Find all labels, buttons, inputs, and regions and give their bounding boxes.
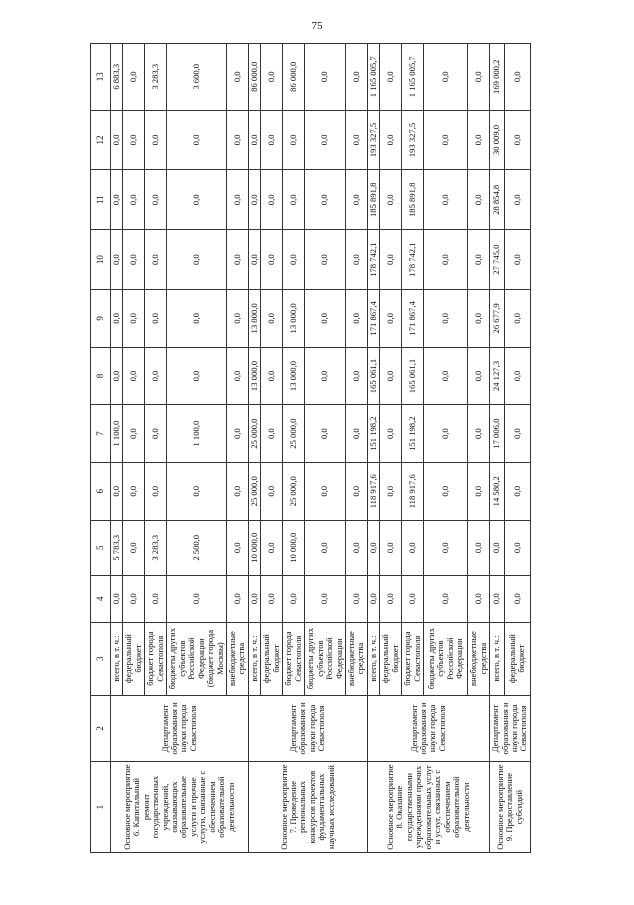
value-cell: 0,0 xyxy=(123,44,145,111)
column-number-row xyxy=(91,44,111,853)
value-cell: 0,0 xyxy=(111,575,123,622)
value-cell: 0,0 xyxy=(145,290,167,348)
value-cell: 193 327,5 xyxy=(402,110,424,170)
value-cell: 0,0 xyxy=(424,230,468,290)
value-cell: 0,0 xyxy=(111,462,123,520)
column-number-cell: 5 xyxy=(91,520,111,575)
value-cell: 0,0 xyxy=(305,170,346,230)
value-cell: 0,0 xyxy=(424,170,468,230)
value-cell: 193 327,5 xyxy=(367,110,379,170)
value-cell: 0,0 xyxy=(111,170,123,230)
column-number-cell: 3 xyxy=(91,622,111,695)
funding-source-cell: внебюджетные средства xyxy=(345,622,367,695)
value-cell: 27 745,0 xyxy=(490,230,505,290)
value-cell: 0,0 xyxy=(468,110,490,170)
value-cell: 0,0 xyxy=(305,405,346,463)
value-cell: 0,0 xyxy=(226,110,248,170)
value-cell: 0,0 xyxy=(283,575,305,622)
page-number: 75 xyxy=(311,20,323,32)
value-cell: 0,0 xyxy=(226,170,248,230)
table-row xyxy=(111,44,123,853)
value-cell: 0,0 xyxy=(345,520,367,575)
executor-cell: Департамент образования и науки города Севастополя xyxy=(248,695,367,761)
value-cell: 0,0 xyxy=(345,290,367,348)
value-cell: 0,0 xyxy=(123,230,145,290)
value-cell: 178 742,1 xyxy=(402,230,424,290)
value-cell: 0,0 xyxy=(261,575,283,622)
value-cell: 0,0 xyxy=(380,110,402,170)
value-cell: 0,0 xyxy=(283,230,305,290)
value-cell: 17 006,0 xyxy=(490,405,505,463)
value-cell: 0,0 xyxy=(380,170,402,230)
value-cell: 25 000,0 xyxy=(283,405,305,463)
funding-source-cell: федеральный бюджет xyxy=(123,622,145,695)
value-cell: 3 283,3 xyxy=(145,520,167,575)
value-cell: 0,0 xyxy=(380,230,402,290)
value-cell: 0,0 xyxy=(424,44,468,111)
value-cell: 0,0 xyxy=(167,110,227,170)
column-number-cell: 12 xyxy=(91,110,111,170)
table-row xyxy=(490,44,505,853)
value-cell: 0,0 xyxy=(402,575,424,622)
value-cell: 0,0 xyxy=(305,110,346,170)
value-cell: 0,0 xyxy=(145,405,167,463)
value-cell: 0,0 xyxy=(226,290,248,348)
value-cell: 0,0 xyxy=(226,520,248,575)
value-cell: 0,0 xyxy=(504,230,530,290)
value-cell: 0,0 xyxy=(380,575,402,622)
value-cell: 0,0 xyxy=(380,347,402,405)
value-cell: 0,0 xyxy=(504,520,530,575)
value-cell: 0,0 xyxy=(424,347,468,405)
value-cell: 0,0 xyxy=(504,347,530,405)
executor-cell: Департамент образования и науки города Севастополя xyxy=(367,695,489,761)
value-cell: 0,0 xyxy=(167,347,227,405)
value-cell: 0,0 xyxy=(123,520,145,575)
value-cell: 0,0 xyxy=(402,520,424,575)
value-cell: 185 891,8 xyxy=(367,170,379,230)
value-cell: 0,0 xyxy=(468,347,490,405)
value-cell: 0,0 xyxy=(123,405,145,463)
value-cell: 0,0 xyxy=(504,405,530,463)
value-cell: 1 100,0 xyxy=(111,405,123,463)
value-cell: 0,0 xyxy=(490,520,505,575)
value-cell: 0,0 xyxy=(111,290,123,348)
value-cell: 0,0 xyxy=(145,347,167,405)
value-cell: 13 000,0 xyxy=(283,290,305,348)
value-cell: 13 000,0 xyxy=(248,290,260,348)
value-cell: 0,0 xyxy=(490,575,505,622)
measure-name-cell: Основное мероприятие 9. Предоставление субсидий xyxy=(490,762,531,853)
value-cell: 0,0 xyxy=(424,520,468,575)
value-cell: 0,0 xyxy=(305,290,346,348)
value-cell: 0,0 xyxy=(167,575,227,622)
value-cell: 0,0 xyxy=(504,290,530,348)
value-cell: 0,0 xyxy=(123,110,145,170)
funding-source-cell: внебюджетные средства xyxy=(226,622,248,695)
value-cell: 30 009,0 xyxy=(490,110,505,170)
value-cell: 3 283,3 xyxy=(145,44,167,111)
value-cell: 0,0 xyxy=(504,575,530,622)
funding-table xyxy=(90,43,531,853)
column-number-cell: 13 xyxy=(91,44,111,111)
value-cell: 0,0 xyxy=(261,290,283,348)
value-cell: 0,0 xyxy=(468,405,490,463)
value-cell: 0,0 xyxy=(468,290,490,348)
value-cell: 0,0 xyxy=(380,44,402,111)
table-row xyxy=(248,44,260,853)
value-cell: 86 000,0 xyxy=(283,44,305,111)
value-cell: 0,0 xyxy=(261,110,283,170)
funding-source-cell: всего, в т. ч.: xyxy=(111,622,123,695)
value-cell: 0,0 xyxy=(123,575,145,622)
funding-source-cell: всего, в т. ч.: xyxy=(367,622,379,695)
value-cell: 0,0 xyxy=(380,520,402,575)
value-cell: 0,0 xyxy=(504,462,530,520)
column-number-cell: 9 xyxy=(91,290,111,348)
column-number-cell: 8 xyxy=(91,347,111,405)
value-cell: 86 000,0 xyxy=(248,44,260,111)
funding-source-cell: всего, в т. ч.: xyxy=(248,622,260,695)
value-cell: 0,0 xyxy=(468,230,490,290)
value-cell: 26 677,9 xyxy=(490,290,505,348)
funding-source-cell: бюджеты других субъектов Российской Федерации xyxy=(424,622,468,695)
value-cell: 0,0 xyxy=(123,170,145,230)
value-cell: 0,0 xyxy=(261,520,283,575)
executor-cell: Департамент образования и науки города Севастополя xyxy=(490,695,531,761)
value-cell: 0,0 xyxy=(424,290,468,348)
value-cell: 178 742,1 xyxy=(367,230,379,290)
funding-source-cell: бюджет города Севастополя xyxy=(402,622,424,695)
value-cell: 0,0 xyxy=(305,462,346,520)
value-cell: 0,0 xyxy=(145,462,167,520)
value-cell: 0,0 xyxy=(367,575,379,622)
measure-name-cell: Основное мероприятие 7. Проведение региональных конкурсов проектов фундаментальных научных исследований xyxy=(248,762,367,853)
measure-name-cell: Основное мероприятие 6. Капитальный ремонт государственных учреждений, оказывающих образовательные услуги и прочие услуги, связанные с обеспечением образовательной деятельности xyxy=(111,762,249,853)
value-cell: 0,0 xyxy=(167,230,227,290)
table-row xyxy=(367,44,379,853)
column-number-cell: 4 xyxy=(91,575,111,622)
value-cell: 13 000,0 xyxy=(283,347,305,405)
funding-source-cell: федеральный бюджет xyxy=(504,622,530,695)
value-cell: 10 000,0 xyxy=(248,520,260,575)
value-cell: 0,0 xyxy=(468,520,490,575)
value-cell: 151 198,2 xyxy=(402,405,424,463)
value-cell: 0,0 xyxy=(261,405,283,463)
value-cell: 0,0 xyxy=(167,170,227,230)
column-number-cell: 10 xyxy=(91,230,111,290)
value-cell: 25 000,0 xyxy=(248,405,260,463)
value-cell: 0,0 xyxy=(468,44,490,111)
value-cell: 171 867,4 xyxy=(402,290,424,348)
value-cell: 0,0 xyxy=(167,290,227,348)
value-cell: 0,0 xyxy=(345,170,367,230)
value-cell: 118 917,6 xyxy=(402,462,424,520)
value-cell: 0,0 xyxy=(123,462,145,520)
value-cell: 0,0 xyxy=(345,44,367,111)
value-cell: 0,0 xyxy=(167,462,227,520)
value-cell: 0,0 xyxy=(248,110,260,170)
value-cell: 0,0 xyxy=(305,575,346,622)
value-cell: 0,0 xyxy=(111,230,123,290)
value-cell: 0,0 xyxy=(424,575,468,622)
value-cell: 0,0 xyxy=(345,230,367,290)
funding-source-cell: бюджет города Севастополя xyxy=(145,622,167,695)
value-cell: 0,0 xyxy=(261,347,283,405)
value-cell: 0,0 xyxy=(504,44,530,111)
value-cell: 0,0 xyxy=(380,405,402,463)
value-cell: 0,0 xyxy=(283,110,305,170)
value-cell: 0,0 xyxy=(424,110,468,170)
value-cell: 0,0 xyxy=(111,347,123,405)
column-number-cell: 6 xyxy=(91,462,111,520)
value-cell: 0,0 xyxy=(305,44,346,111)
value-cell: 0,0 xyxy=(367,520,379,575)
column-number-cell: 2 xyxy=(91,695,111,761)
funding-source-cell: бюджеты других субъектов Российской Федерации xyxy=(305,622,346,695)
value-cell: 165 061,1 xyxy=(402,347,424,405)
funding-source-cell: федеральный бюджет xyxy=(380,622,402,695)
rotated-table-container xyxy=(90,43,612,853)
executor-cell: Департамент образования и науки города Севастополя xyxy=(111,695,249,761)
value-cell: 118 917,6 xyxy=(367,462,379,520)
value-cell: 0,0 xyxy=(261,44,283,111)
value-cell: 0,0 xyxy=(380,462,402,520)
value-cell: 0,0 xyxy=(468,462,490,520)
value-cell: 0,0 xyxy=(226,405,248,463)
value-cell: 14 580,2 xyxy=(490,462,505,520)
value-cell: 0,0 xyxy=(305,347,346,405)
value-cell: 0,0 xyxy=(248,230,260,290)
value-cell: 0,0 xyxy=(305,520,346,575)
value-cell: 0,0 xyxy=(380,290,402,348)
column-number-cell: 11 xyxy=(91,170,111,230)
funding-source-cell: бюджет города Севастополя xyxy=(283,622,305,695)
value-cell: 1 165 005,7 xyxy=(367,44,379,111)
value-cell: 0,0 xyxy=(261,170,283,230)
value-cell: 0,0 xyxy=(345,405,367,463)
value-cell: 0,0 xyxy=(345,110,367,170)
table-body xyxy=(91,44,531,853)
value-cell: 0,0 xyxy=(145,110,167,170)
value-cell: 0,0 xyxy=(504,110,530,170)
value-cell: 0,0 xyxy=(468,170,490,230)
value-cell: 13 000,0 xyxy=(248,347,260,405)
value-cell: 24 127,3 xyxy=(490,347,505,405)
measure-name-cell: Основное мероприятие 8. Оказание государственными учреждениями прочих образовательных услуг и услуг, связанных с обеспечением образовательной деятельности xyxy=(367,762,489,853)
value-cell: 0,0 xyxy=(145,575,167,622)
value-cell: 0,0 xyxy=(283,170,305,230)
value-cell: 0,0 xyxy=(111,110,123,170)
value-cell: 0,0 xyxy=(123,290,145,348)
value-cell: 1 100,0 xyxy=(167,405,227,463)
value-cell: 0,0 xyxy=(226,575,248,622)
value-cell: 0,0 xyxy=(226,462,248,520)
value-cell: 5 783,3 xyxy=(111,520,123,575)
value-cell: 0,0 xyxy=(261,462,283,520)
value-cell: 0,0 xyxy=(345,462,367,520)
value-cell: 0,0 xyxy=(261,230,283,290)
value-cell: 0,0 xyxy=(424,462,468,520)
value-cell: 165 061,1 xyxy=(367,347,379,405)
value-cell: 0,0 xyxy=(145,170,167,230)
column-number-cell: 1 xyxy=(91,762,111,853)
value-cell: 169 000,2 xyxy=(490,44,505,111)
funding-source-cell: внебюджетные средства xyxy=(468,622,490,695)
value-cell: 151 198,2 xyxy=(367,405,379,463)
value-cell: 1 165 005,7 xyxy=(402,44,424,111)
value-cell: 0,0 xyxy=(305,230,346,290)
column-number-cell: 7 xyxy=(91,405,111,463)
value-cell: 25 000,0 xyxy=(248,462,260,520)
value-cell: 0,0 xyxy=(248,170,260,230)
value-cell: 0,0 xyxy=(226,44,248,111)
value-cell: 0,0 xyxy=(226,230,248,290)
value-cell: 6 883,3 xyxy=(111,44,123,111)
value-cell: 171 867,4 xyxy=(367,290,379,348)
value-cell: 0,0 xyxy=(468,575,490,622)
value-cell: 2 500,0 xyxy=(167,520,227,575)
value-cell: 185 891,8 xyxy=(402,170,424,230)
value-cell: 0,0 xyxy=(248,575,260,622)
value-cell: 0,0 xyxy=(345,575,367,622)
value-cell: 28 854,8 xyxy=(490,170,505,230)
value-cell: 25 000,0 xyxy=(283,462,305,520)
value-cell: 0,0 xyxy=(145,230,167,290)
value-cell: 0,0 xyxy=(345,347,367,405)
funding-source-cell: бюджеты других субъектов Российской Федерации (бюджет города Москвы) xyxy=(167,622,227,695)
value-cell: 0,0 xyxy=(424,405,468,463)
value-cell: 10 000,0 xyxy=(283,520,305,575)
value-cell: 0,0 xyxy=(504,170,530,230)
value-cell: 0,0 xyxy=(123,347,145,405)
funding-source-cell: федеральный бюджет xyxy=(261,622,283,695)
value-cell: 0,0 xyxy=(226,347,248,405)
value-cell: 3 600,0 xyxy=(167,44,227,111)
funding-source-cell: всего, в т. ч.: xyxy=(490,622,505,695)
